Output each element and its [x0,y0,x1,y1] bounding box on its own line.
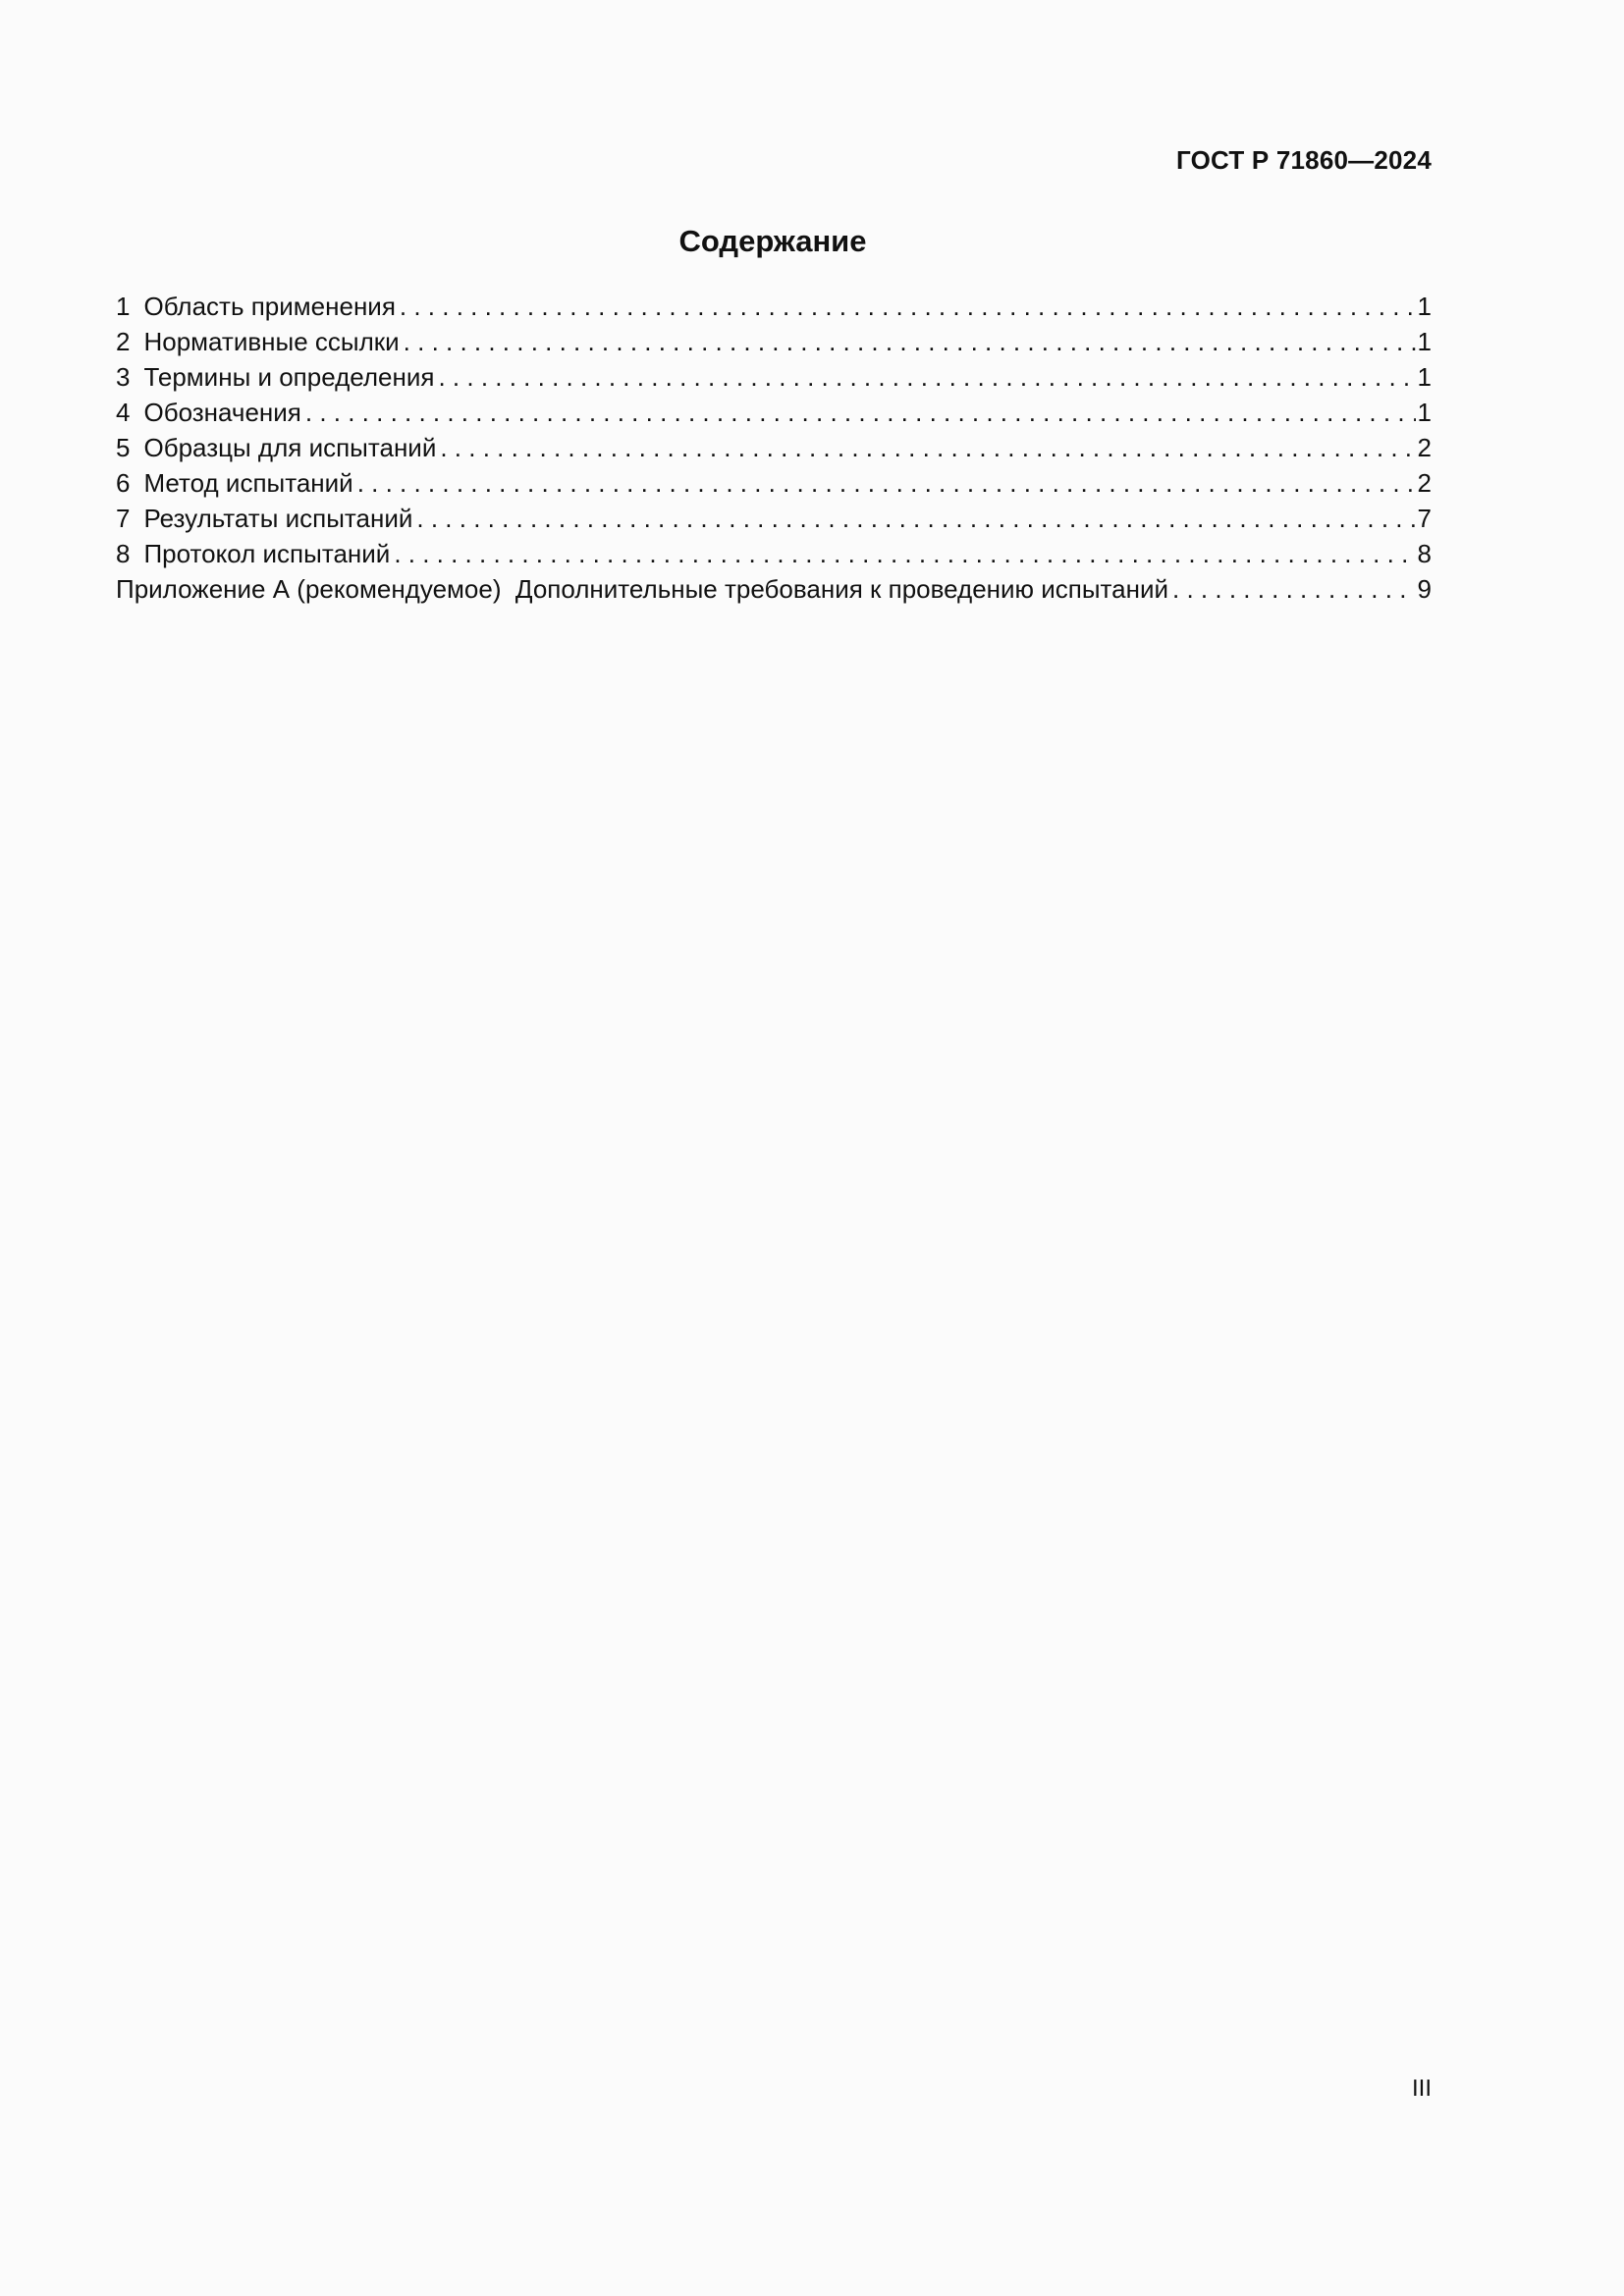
toc-item-page: 7 [1417,504,1432,533]
toc-item-label: Нормативные ссылки [143,327,400,356]
toc-item-label: Обозначения [143,398,301,427]
toc-item-number: 4 [116,398,131,427]
toc-item-number: 6 [116,468,131,498]
toc-item[interactable] [116,465,1432,501]
toc-leader-dots [353,465,1416,501]
toc-leader-dots [390,536,1415,571]
toc-item-label: Протокол испытаний [143,539,391,568]
toc-item-page: 1 [1417,398,1432,427]
toc-item-label: Результаты испытаний [143,504,413,533]
toc-item-page: 1 [1417,292,1432,321]
toc-item[interactable] [116,359,1432,395]
toc-leader-dots [396,289,1416,324]
toc-item-number: 7 [116,504,131,533]
toc-item-page: 1 [1417,362,1432,392]
toc-item-label: Образцы для испытаний [143,433,437,462]
toc-item[interactable] [116,501,1432,536]
toc-item[interactable] [116,289,1432,324]
toc-item-number: 8 [116,539,131,568]
toc-item-label: Метод испытаний [143,468,353,498]
toc-item-page: 1 [1417,327,1432,356]
toc-leader-dots [1168,571,1416,607]
document-code: ГОСТ Р 71860—2024 [1176,145,1432,175]
toc-item[interactable] [116,324,1432,359]
toc-item-page: 8 [1417,539,1432,568]
toc-item-page: 9 [1417,574,1432,604]
toc-item-number: 3 [116,362,131,392]
toc-item-number: 1 [116,292,131,321]
toc-item-page: 2 [1417,433,1432,462]
toc-item[interactable] [116,395,1432,430]
toc-item[interactable] [116,430,1432,465]
toc-item-label: Область применения [143,292,396,321]
toc-item[interactable] [116,536,1432,571]
toc-title: Содержание [678,224,867,258]
toc-leader-dots [412,501,1415,536]
table-of-contents [116,289,1432,607]
page-number: III [1411,2075,1432,2102]
toc-item-number: 5 [116,433,131,462]
toc-item-label: Приложение А (рекомендуемое) Дополнительные требования к проведению испытаний [116,574,1169,604]
toc-leader-dots [436,430,1415,465]
toc-item-label: Термины и определения [143,362,435,392]
toc-item-page: 2 [1417,468,1432,498]
toc-leader-dots [400,324,1416,359]
toc-leader-dots [434,359,1415,395]
toc-item-number: 2 [116,327,131,356]
toc-item-appendix[interactable] [116,571,1432,607]
toc-leader-dots [301,395,1416,430]
